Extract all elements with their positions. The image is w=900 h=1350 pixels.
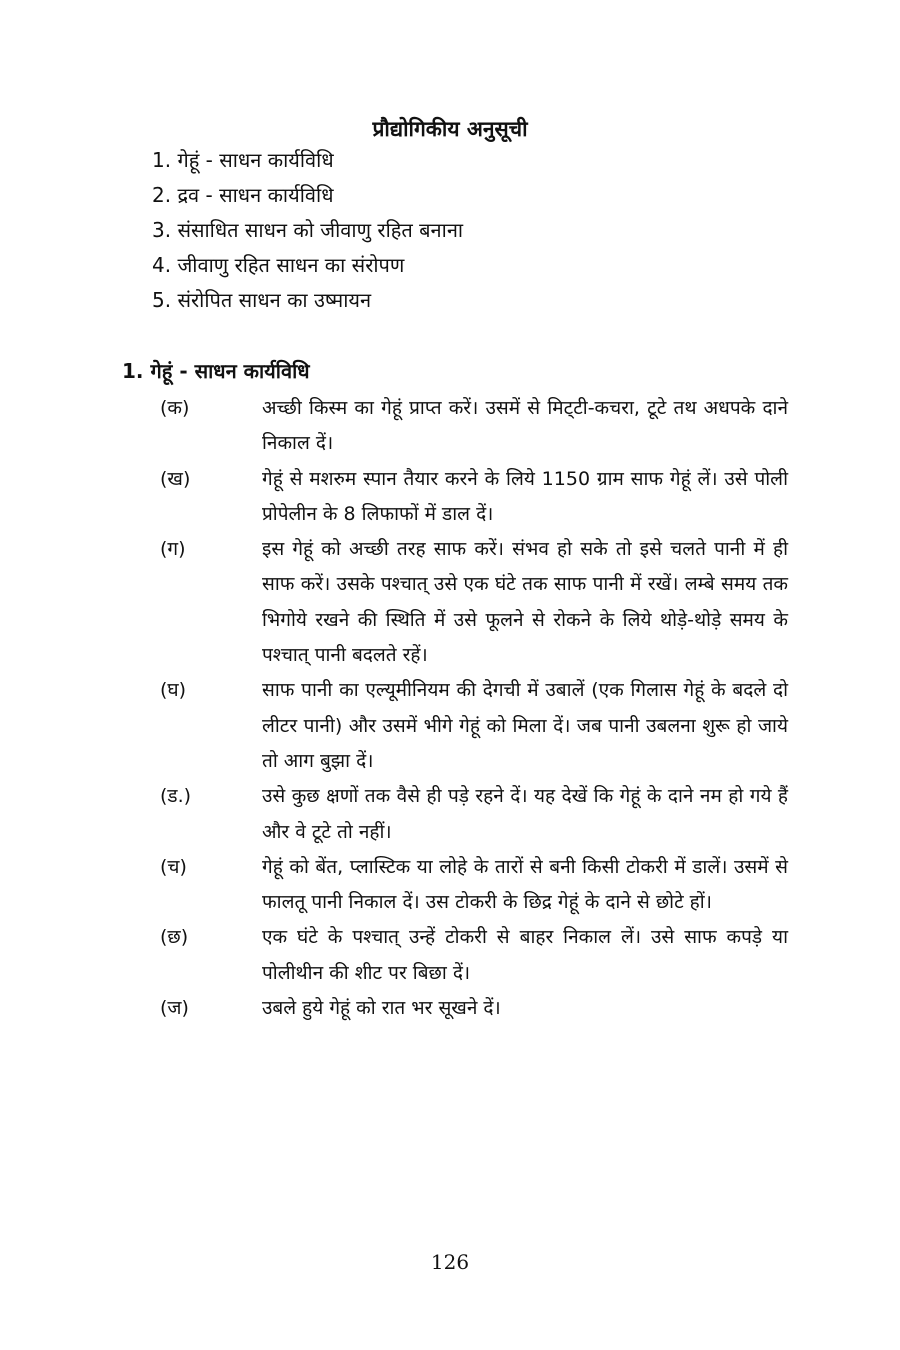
- procedure-step: [160, 991, 788, 1026]
- contents-item: 1. गेहूं - साधन कार्यविधि: [152, 148, 334, 172]
- step-label: (क): [160, 397, 190, 419]
- step-text: गेहूं से मशरुम स्पान तैयार करने के लिये 1150 ग्राम साफ गेहूं लें। उसे पोली प्रोपेलीन के 8 लिफाफों में डाल दें।: [262, 467, 788, 525]
- step-label: (ड.): [160, 785, 192, 808]
- step-text: उबले हुये गेहूं को रात भर सूखने दें।: [262, 997, 501, 1020]
- contents-item: 2. द्रव - साधन कार्यविधि: [152, 183, 334, 207]
- step-label: (ज): [160, 997, 189, 1020]
- contents-list: [152, 145, 463, 320]
- contents-item: 5. संरोपित साधन का उष्मायन: [152, 288, 372, 312]
- procedure-step: [160, 673, 788, 779]
- contents-item: 4. जीवाणु रहित साधन का संरोपण: [152, 253, 405, 277]
- contents-item: 3. संसाधित साधन को जीवाणु रहित बनाना: [152, 218, 464, 242]
- procedure-step: [160, 391, 788, 462]
- section-heading: 1. गेहूं - साधन कार्यविधि: [122, 359, 310, 383]
- page-number: 126: [430, 1250, 470, 1274]
- step-text: गेहूं को बेंत, प्लास्टिक या लोहे के तारों से बनी किसी टोकरी में डालें। उसमें से फालतू पानी निकाल दें। उस टोकरी के छिद्र गेहूं के दाने से छोटे हों।: [262, 855, 788, 914]
- procedure-step: [160, 462, 788, 533]
- step-text: एक घंटे के पश्चात् उन्हें टोकरी से बाहर निकाल लें। उसे साफ कपड़े या पोलीथीन की शीट पर बिछा दें।: [262, 926, 788, 984]
- step-text: उसे कुछ क्षणों तक वैसे ही पड़े रहने दें। यह देखें कि गेहूं के दाने नम हो गये हैं और वे टूटे तो नहीं।: [262, 785, 788, 843]
- step-label: (च): [160, 855, 187, 878]
- step-label: (ग): [160, 538, 186, 561]
- procedure-steps: [160, 391, 788, 1026]
- procedure-step: [160, 779, 788, 850]
- step-label: (छ): [160, 926, 189, 949]
- step-label: (ख): [160, 467, 191, 490]
- step-text: इस गेहूं को अच्छी तरह साफ करें। संभव हो सके तो इसे चलते पानी में ही साफ करें। उसके पश्चात् उसे एक घंटे तक साफ पानी में रखें। लम्बे समय तक भिगोये रखने की स्थिति में उसे फूलने से रोकने के लिये थोड़े-थोड़े समय के पश्चात् पानी बदलते रहें।: [262, 538, 788, 667]
- step-label: (घ): [160, 679, 187, 702]
- step-text: अच्छी किस्म का गेहूं प्राप्त करें। उसमें से मिट्‌टी-कचरा, टूटे तथ अधपके दाने निकाल दें।: [262, 397, 788, 455]
- page-title: प्रौद्योगिकीय अनुसूची: [372, 117, 528, 141]
- step-text: साफ पानी का एल्यूमीनियम की देगची में उबालें (एक गिलास गेहूं के बदले दो लीटर पानी) और उसमें भीगे गेहूं को मिला दें। जब पानी उबलना शुरू हो जाये तो आग बुझा दें।: [262, 679, 788, 772]
- procedure-step: [160, 920, 788, 991]
- procedure-step: [160, 532, 788, 673]
- procedure-step: [160, 850, 788, 921]
